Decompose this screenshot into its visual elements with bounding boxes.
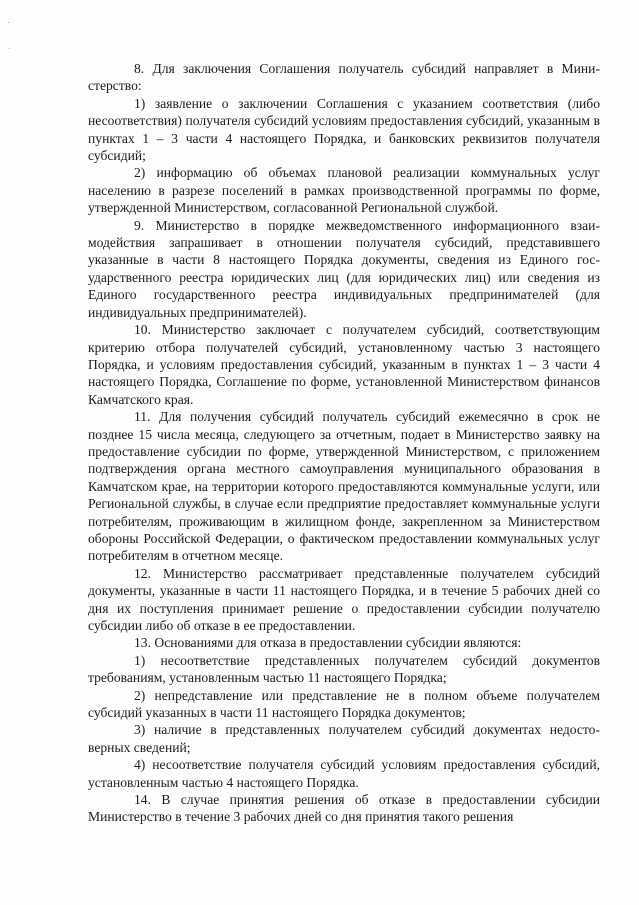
- paragraph-8-item-2: 2) информацию об объемах плановой реализации коммунальных услуг населению в разрезе поселений в рамках производственной программы по форме, утвержденной Министерством, согласованной Региональной службой.: [88, 165, 600, 216]
- paragraph-8: 8. Для заключения Соглашения получатель субсидий направляет в Министерство:: [88, 61, 600, 94]
- paragraph-8-item-1: 1) заявление о заключении Соглашения с указанием соответствия (либо несоответствия) получателя субсидий условиям предоставления субсидий, указанным в пунктах 1 – 3 части 4 настоящего Порядка, и банковских реквизитов получателя субсидий;: [88, 95, 600, 164]
- paragraph-11: 11. Для получения субсидий получатель субсидий ежемесячно в срок не позднее 15 числа месяца, следующего за отчетным, подает в Министерство заявку на предоставление субсидии по форме, утвержденной Министерством, с приложением подтверждения органа местного самоуправления муниципального образования в Камчатском крае, на территории которого предоставляются коммунальные услуги, или Региональной службы, в случае если предприятие предоставляет коммунальные услуги потребителям, проживающим в жилищном фонде, закрепленном за Министерством обороны Российской Федерации, о фактическом предоставлении коммунальных услуг потребителям в отчетном месяце.: [88, 409, 600, 564]
- paragraph-13-item-1: 1) несоответствие представленных получателем субсидий документов требованиям, установленным частью 11 настоящего Порядка;: [88, 652, 600, 686]
- paragraph-14: 14. В случае принятия решения об отказе в предоставлении субсидии Министерство в течение 3 рабочих дней со дня принятия такого решения: [88, 792, 600, 825]
- paragraph-9: 9. Министерство в порядке межведомственного информационного взаимодействия запрашивает в отношении получателя субсидий, представившего указанные в части 8 настоящего Порядка документы, сведения из Единого государственного реестра юридических лиц (для юридических лиц) или сведения из Единого государственного реестра индивидуальных предпринимателей (для индивидуальных предпринимателей).: [88, 217, 600, 320]
- paragraph-13-item-4: 4) несоответствие получателя субсидий условиям предоставления субсидий, установленным частью 4 настоящего Порядка.: [88, 757, 600, 790]
- paragraph-13-item-2: 2) непредставление или представление не в полном объеме получателем субсидий указанных в части 11 настоящего Порядка документов;: [88, 687, 600, 721]
- paragraph-12: 12. Министерство рассматривает представленные получателем субсидий документы, указанные в части 11 настоящего Порядка, и в течение 5 рабочих дней со дня их поступления принимает решение о предоставлении субсидии получателю субсидии либо об отказе в ее предоставлении.: [88, 565, 600, 633]
- paragraph-10: 10. Министерство заключает с получателем субсидий, соответствующим критерию отбора получателей субсидий, установленному частью 3 настоящего Порядка, и условиям предоставления субсидий, указанным в пунктах 1 – 3 части 4 настоящего Порядка, Соглашение по форме, установленной Министерством финансов Камчатского края.: [88, 322, 600, 407]
- scan-speck: [8, 22, 9, 23]
- paragraph-13-item-3: 3) наличие в представленных получателем субсидий документах недостоверных сведений;: [88, 722, 600, 755]
- scan-speck: [9, 48, 10, 49]
- document-body: [88, 60, 600, 826]
- paragraph-13: 13. Основаниями для отказа в предоставлении субсидии являются:: [134, 635, 522, 651]
